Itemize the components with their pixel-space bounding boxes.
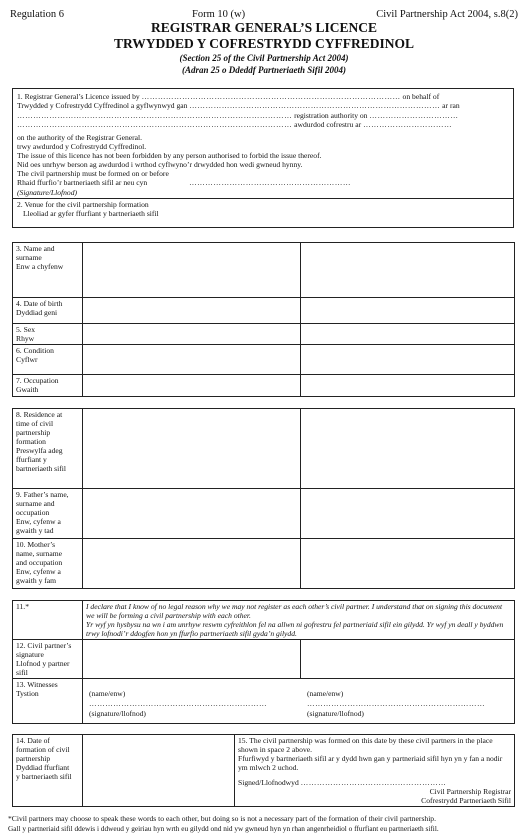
formed-before-welsh: Rhaid ffurfio’r bartneriaeth sifil ar neu cyn <box>17 178 148 187</box>
registration-authority-line: ………………………………………………………………………………………… registration authority on …………………………… <box>17 111 459 120</box>
formation-table <box>12 734 515 807</box>
civil-partner-signature-label: 12. Civil partner’s signature Llofnod y partner sifil <box>13 640 83 679</box>
partner-1-condition-cell <box>83 345 301 375</box>
authority-welsh: trwy awdurdod y Cofrestrydd Cyffredinol. <box>17 142 147 151</box>
partner-2-father-cell <box>301 489 515 539</box>
residence-label: 8. Residence at time of civil partnership formation Preswylfa adeg ffurfiant y bartneriaeth sifil <box>13 409 83 489</box>
section-reference-welsh: (Adran 25 o Ddeddf Partneriaeth Sifil 2004) <box>181 65 346 75</box>
table-row <box>13 539 515 589</box>
partner-2-occupation-cell <box>301 375 515 397</box>
venue-label-english: 2. Venue for the civil partnership formation <box>17 200 149 209</box>
sex-label: 5. Sex Rhyw <box>13 324 83 345</box>
regulation-number: Regulation 6 <box>10 9 64 20</box>
registrar-welsh: Cofrestrydd Partneriaeth Sifil <box>421 796 511 805</box>
table-row <box>13 345 515 375</box>
title-english: REGISTRAR GENERAL’S LICENCE <box>150 20 378 35</box>
partner-1-mother-cell <box>83 539 301 589</box>
footnote-welsh: Gall y partneriaid sifil ddewis i ddweud y geiriau hyn wrth eu gilydd ond nid yw gwneud hyn yn rhan angenrheidiol o ffurfiant eu partneriaeth sifil. <box>8 824 439 833</box>
father-label: 9. Father’s name, surname and occupation Enw, cyfenw a gwaith y tad <box>13 489 83 539</box>
declaration-table <box>12 600 515 724</box>
witnesses-cell: (name/enw) ………………………………………………………… (signature/llofnod) (name/enw) ………………………………………………………… (signature/llofnod) <box>83 679 515 724</box>
occupation-label: 7. Occupation Gwaith <box>13 375 83 397</box>
ar-ran-label: ar ran <box>442 101 460 110</box>
partner-2-mother-cell <box>301 539 515 589</box>
partner-1-sex-cell <box>83 324 301 345</box>
formation-statement-english: 15. The civil partnership was formed on this date by these civil partners in the place shown in space 2 above. <box>238 736 493 754</box>
partner-1-signature-cell <box>83 640 301 679</box>
witness-1-name-label: (name/enw) <box>89 689 126 698</box>
divider <box>13 198 513 199</box>
formation-date-cell <box>83 735 235 807</box>
partner-2-sex-cell <box>301 324 515 345</box>
mother-label: 10. Mother’s name, surname and occupation Enw, cyfenw a gwaith y fam <box>13 539 83 589</box>
name-label: 3. Name and surname Enw a chyfenw <box>13 243 83 298</box>
declaration-english: I declare that I know of no legal reason why we may not register as each other’s civil partner. I understand that on signing this document we will be forming a civil partnership with each other. <box>86 602 503 620</box>
title-welsh: TRWYDDED Y COFRESTRYDD CYFFREDINOL <box>114 36 414 51</box>
signed-label: Signed/Llofnodwyd <box>238 778 299 787</box>
table-row <box>13 375 515 397</box>
not-forbidden-english: The issue of this licence has not been forbidden by any person authorised to forbid the issue thereof. <box>17 151 322 160</box>
section-reference-english: (Section 25 of the Civil Partnership Act 2004) <box>179 53 349 63</box>
partner-2-condition-cell <box>301 345 515 375</box>
table-row <box>13 735 515 807</box>
awdurdod-cofrestru-label: awdurdod cofrestru ar <box>294 120 362 129</box>
formation-statement-welsh: Ffurfiwyd y bartneriaeth sifil ar y dydd hwn gan y partneriaid sifil hyn yn y fan a nodir ym mlwch 2 uchod. <box>238 754 503 772</box>
table-row <box>13 243 515 298</box>
formed-before-english: The civil partnership must be formed on or before <box>17 169 169 178</box>
formation-date-label: 14. Date of formation of civil partnership Dyddiad ffurfiant y bartneriaeth sifil <box>13 735 83 807</box>
formed-before-welsh-line: Rhaid ffurfio’r bartneriaeth sifil ar neu cyn …………………………………………………… <box>17 178 351 187</box>
declaration-text <box>83 601 515 640</box>
licence-issued-label: 1. Registrar General’s Licence issued by <box>17 92 140 101</box>
date-of-birth-label: 4. Date of birth Dyddiad geni <box>13 298 83 324</box>
partner-details-table <box>12 242 515 397</box>
family-details-table <box>12 408 515 589</box>
table-row <box>13 489 515 539</box>
partner-1-name-cell <box>83 243 301 298</box>
witnesses-label: 13. Witnesses Tystion <box>13 679 83 724</box>
registrar-english: Civil Partnership Registrar <box>429 787 511 796</box>
declaration-welsh: Yr wyf yn hysbysu na wn i am unrhyw reswm cyfreithlon fel na allwn ni gofrestru fel partneriaid sifil ein gilydd. Yr wyf yn deall y byddwn trwy lofnodi’r ddogfen hon yn ffurfio partneriaeth sifil gyda’n gilydd. <box>86 620 504 638</box>
formation-statement-cell <box>235 735 515 807</box>
table-row <box>13 679 515 724</box>
licence-issued-line: 1. Registrar General’s Licence issued by …………………………………………………………………………………… on behalf of <box>17 92 440 101</box>
partner-2-dob-cell <box>301 298 515 324</box>
licence-issued-label-welsh: Trwydded y Cofrestrydd Cyffredinol a gyflwynwyd gan <box>17 101 188 110</box>
table-row <box>13 640 515 679</box>
partner-1-father-cell <box>83 489 301 539</box>
witness-2-name-label: (name/enw) <box>307 689 344 698</box>
not-forbidden-welsh: Nid oes unrhyw berson ag awdurdod i wrthod cyflwyno’r drwydded hon wedi gwneud hynny. <box>17 160 303 169</box>
licence-issued-line-welsh: Trwydded y Cofrestrydd Cyffredinol a gyflwynwyd gan ………………………………………………………………………………… ar ran <box>17 101 460 110</box>
table-row <box>13 298 515 324</box>
witness-1-signature-label: (signature/llofnod) <box>89 709 146 718</box>
venue-label-welsh: Lleoliad ar gyfer ffurfiant y bartneriaeth sifil <box>23 209 159 218</box>
table-row <box>13 324 515 345</box>
declaration-label: 11.* <box>13 601 83 640</box>
on-behalf-label: on behalf of <box>402 92 440 101</box>
witness-2-signature-label: (signature/llofnod) <box>307 709 364 718</box>
signed-line: Signed/Llofnodwyd ……………………………………………… <box>238 778 447 787</box>
table-row <box>13 409 515 489</box>
table-row <box>13 601 515 640</box>
partner-2-name-cell <box>301 243 515 298</box>
partner-1-occupation-cell <box>83 375 301 397</box>
footnote-english: *Civil partners may choose to speak these words to each other, but doing so is not a necessary part of the formation of their civil partnership. <box>8 814 436 823</box>
partner-2-residence-cell <box>301 409 515 489</box>
act-reference: Civil Partnership Act 2004, s.8(2) <box>376 9 518 20</box>
partner-1-dob-cell <box>83 298 301 324</box>
registration-authority-line-welsh: ………………………………………………………………………………………… awdurdod cofrestru ar …………………………… <box>17 120 453 129</box>
signature-label: (Signature/Llofnod) <box>17 188 78 197</box>
partner-1-residence-cell <box>83 409 301 489</box>
registration-authority-label: registration authority on <box>294 111 368 120</box>
condition-label: 6. Condition Cyflwr <box>13 345 83 375</box>
authority-english: on the authority of the Registrar General. <box>17 133 143 142</box>
section-licence-issue <box>12 88 514 228</box>
partner-2-signature-cell <box>301 640 515 679</box>
form-number: Form 10 (w) <box>192 9 246 20</box>
